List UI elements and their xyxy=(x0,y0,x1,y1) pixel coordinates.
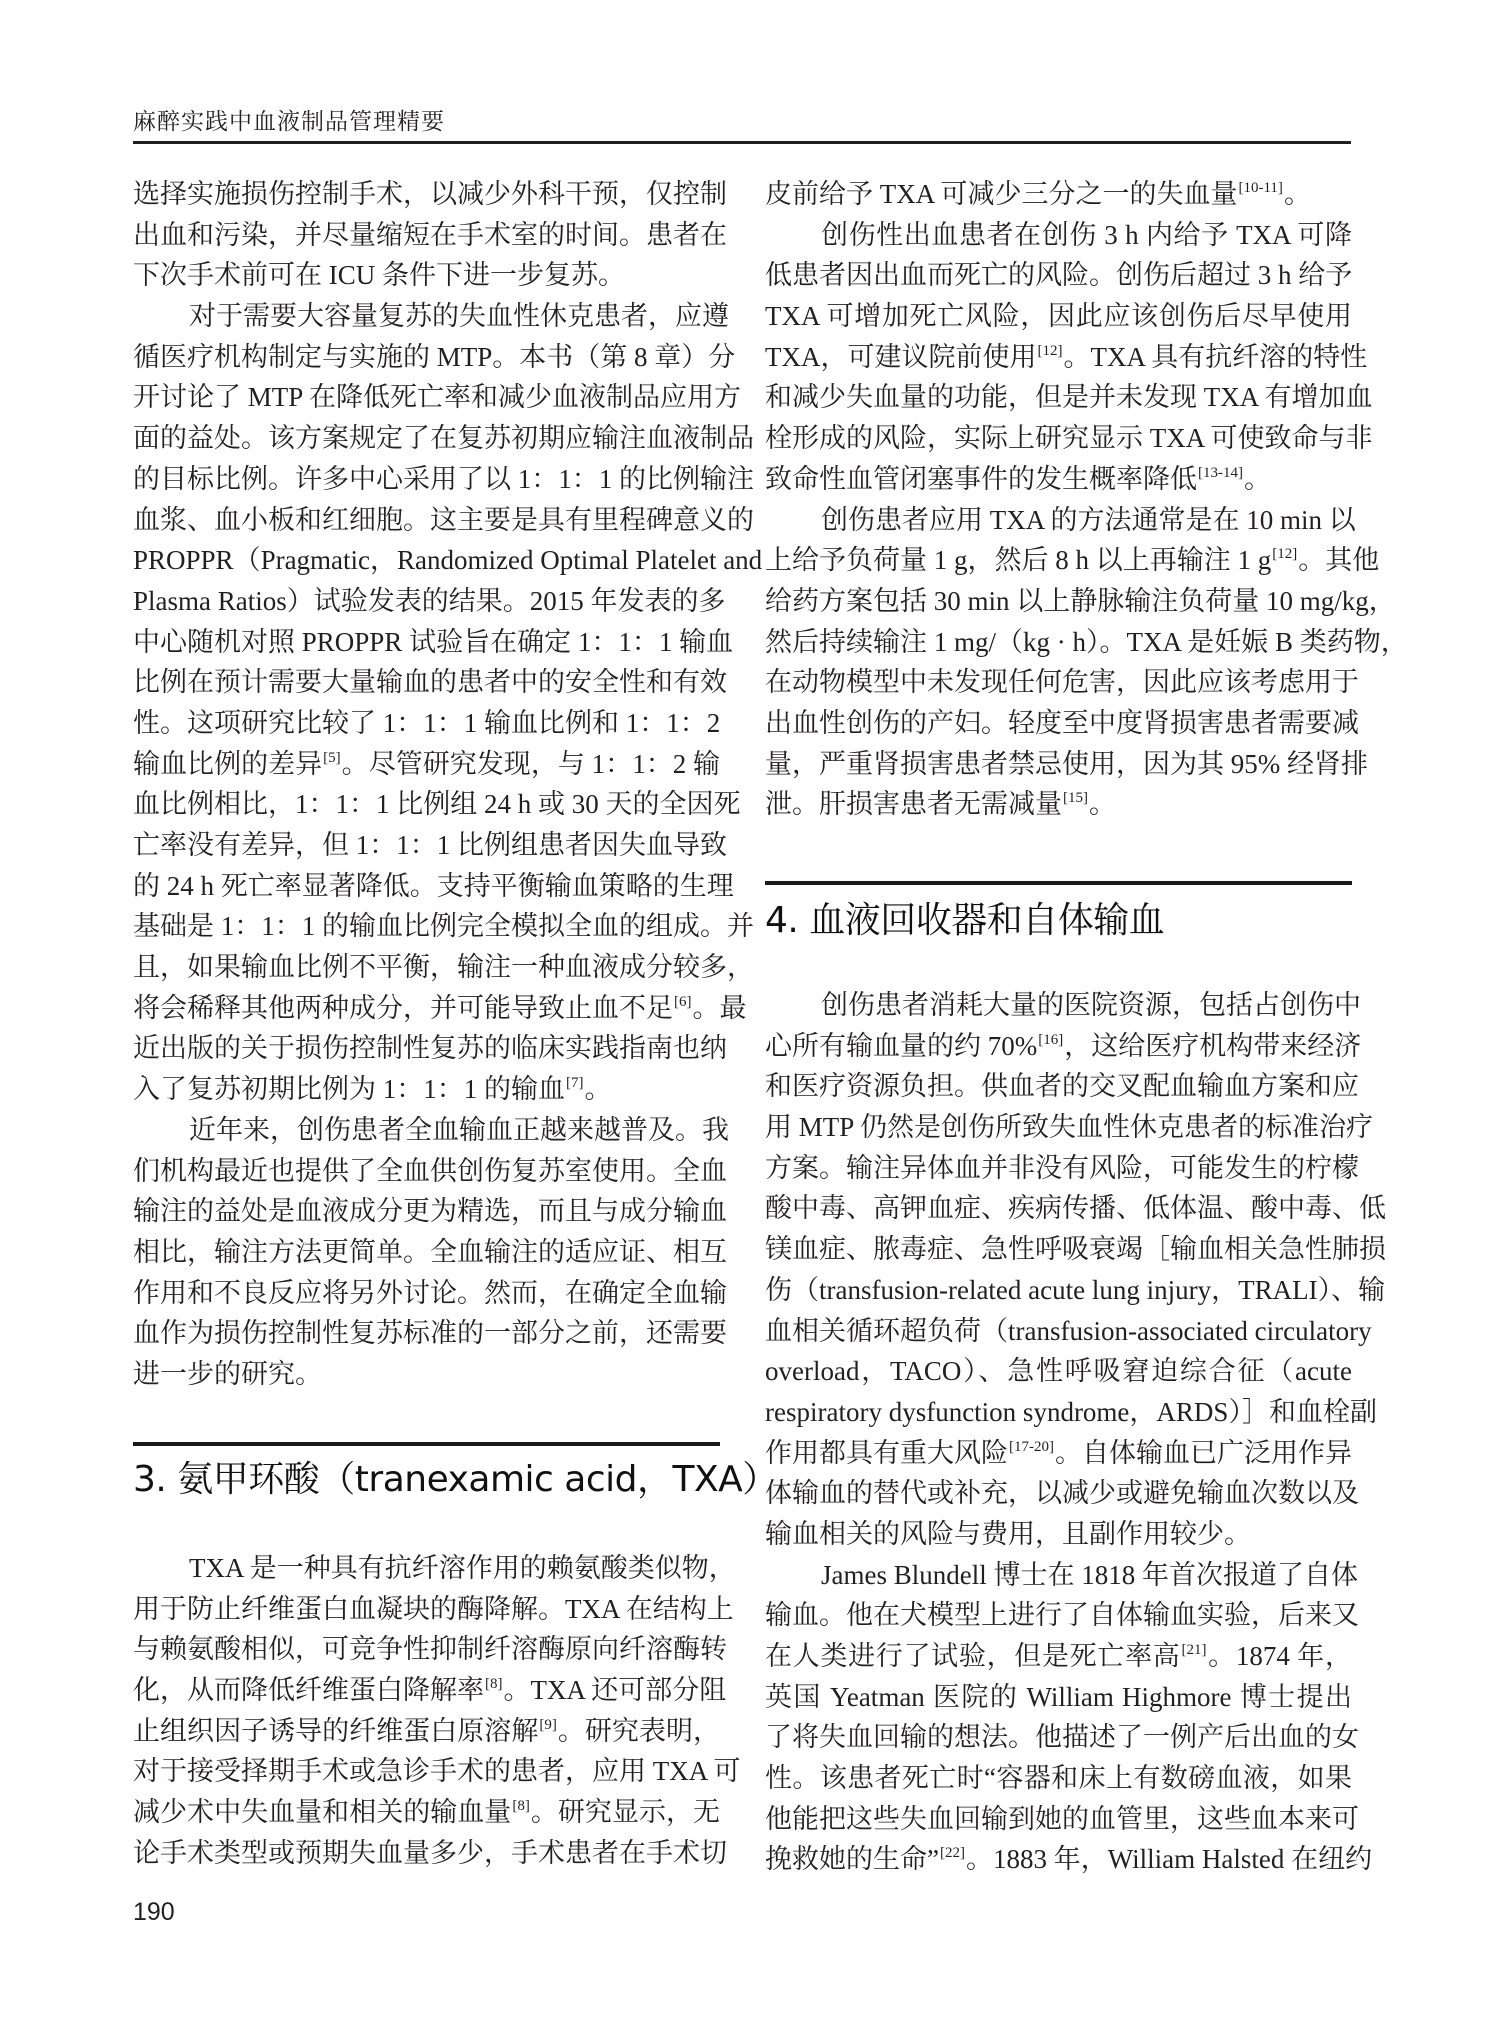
text-line xyxy=(133,1589,734,1630)
text-run: 近年来，创伤患者全血输血正越来越普及。我 xyxy=(189,1114,729,1145)
text-line xyxy=(765,1555,1358,1596)
text-line xyxy=(765,581,1396,622)
text-run: 性。该患者死亡时“容器和床上有数磅血液，如果 xyxy=(765,1763,1352,1794)
text-line xyxy=(765,1799,1359,1840)
text-run: 们机构最近也提供了全血供创伤复苏室使用。全血 xyxy=(133,1155,727,1186)
text-run: 输血比例的差异 xyxy=(133,748,323,779)
text-line xyxy=(133,418,754,459)
text-run: 血比例相比，1：1：1 比例组 24 h 或 30 天的全因死 xyxy=(133,789,741,820)
text-line xyxy=(133,540,763,581)
text-line xyxy=(765,1026,1362,1067)
body-text-block xyxy=(765,985,1386,1880)
section-divider xyxy=(765,881,1352,885)
text-run: 止组织因子诱导的纤维蛋白原溶解 xyxy=(133,1715,539,1746)
text-line xyxy=(133,1110,729,1151)
text-run: 入了复苏初期比例为 1：1：1 的输血 xyxy=(133,1074,565,1105)
text-run: TXA 是一种具有抗纤溶作用的赖氨酸类似物， xyxy=(189,1553,736,1583)
text-line xyxy=(765,1636,1352,1677)
citation-ref: [7] xyxy=(566,1075,584,1092)
text-run: 镁血症、脓毒症、急性呼吸衰竭［输血相关急性肺损 xyxy=(765,1234,1386,1265)
text-line xyxy=(765,1311,1372,1352)
running-head-title: 麻醉实践中血液制品管理精要 xyxy=(133,109,445,135)
text-line xyxy=(133,1548,736,1589)
text-line xyxy=(133,1792,720,1833)
citation-ref: [13-14] xyxy=(1198,464,1243,481)
body-text-block xyxy=(133,174,763,1395)
text-run: 近出版的关于损伤控制性复苏的临床实践指南也纳 xyxy=(133,1033,727,1064)
text-line xyxy=(133,459,754,500)
text-run: 创伤性出血患者在创伤 3 h 内给予 TXA 可降 xyxy=(821,219,1352,250)
text-run: 开讨论了 MTP 在降低死亡率和减少血液制品应用方 xyxy=(133,382,742,413)
text-run: 低患者因出血而死亡的风险。创伤后超过 3 h 给予 xyxy=(765,260,1353,291)
citation-ref: [15] xyxy=(1063,790,1088,807)
text-run: 循医疗机构制定与实施的 MTP。本书（第 8 章）分 xyxy=(133,341,736,372)
text-run: 对于需要大容量复苏的失血性休克患者，应遵 xyxy=(189,301,729,332)
text-line xyxy=(765,1188,1386,1229)
page-number: 190 xyxy=(133,1898,175,1926)
text-line xyxy=(765,215,1352,256)
citation-ref: [10-11] xyxy=(1238,180,1283,196)
text-line xyxy=(133,1151,727,1192)
text-run: 相比，输注方法更简单。全血输注的适应证、相互 xyxy=(133,1236,727,1267)
text-run: 作用都具有重大风险 xyxy=(765,1437,1008,1468)
text-run: 给药方案包括 30 min 以上静脉输注负荷量 10 mg/kg， xyxy=(765,585,1396,616)
text-run: 输注的益处是血液成分更为精选，而且与成分输血 xyxy=(133,1196,727,1227)
text-run: 。 xyxy=(1283,179,1311,209)
text-line xyxy=(765,1351,1352,1392)
text-run: 的 24 h 死亡率显著降低。支持平衡输血策略的生理 xyxy=(133,870,734,901)
text-line xyxy=(765,703,1359,744)
citation-ref: [9] xyxy=(539,1716,557,1733)
text-line xyxy=(133,581,726,622)
text-run: 性。这项研究比较了 1：1：1 输血比例和 1：1：2 xyxy=(133,707,721,738)
text-run: 泄。肝损害患者无需减量 xyxy=(765,789,1062,820)
text-run: 。自体输血已广泛用作异 xyxy=(1055,1437,1352,1468)
text-run: 和医疗资源负担。供血者的交叉配血输血方案和应 xyxy=(765,1071,1359,1102)
body-text-block xyxy=(765,174,1408,825)
text-line xyxy=(765,1392,1377,1433)
text-run: respiratory dysfunction syndrome，ARDS）］和血栓副 xyxy=(765,1396,1377,1427)
text-line xyxy=(133,1313,727,1354)
text-line xyxy=(133,825,727,866)
text-line xyxy=(765,377,1373,418)
text-line xyxy=(133,500,754,541)
text-run: 血浆、血小板和红细胞。这主要是具有里程碑意义的 xyxy=(133,504,754,535)
text-line xyxy=(765,418,1373,459)
text-line xyxy=(765,1066,1359,1107)
text-line xyxy=(765,337,1368,378)
text-run: 作用和不良反应将另外讨论。然而，在确定全血输 xyxy=(133,1277,727,1308)
text-run: 伤（transfusion-related acute lung injury，TRALI）、输 xyxy=(765,1274,1386,1305)
text-line xyxy=(133,377,742,418)
text-run: 。 xyxy=(1089,789,1116,820)
text-line xyxy=(765,1595,1359,1636)
text-run: James Blundell 博士在 1818 年首次报道了自体 xyxy=(821,1559,1358,1590)
text-line xyxy=(765,985,1361,1026)
text-run: 且，如果输血比例不平衡，输注一种血液成分较多， xyxy=(133,952,754,983)
text-run: 酸中毒、高钾血症、疾病传播、低体温、酸中毒、低 xyxy=(765,1193,1386,1224)
text-run: 他能把这些失血回输到她的血管里，这些血本来可 xyxy=(765,1803,1359,1834)
text-line xyxy=(133,622,734,663)
text-line xyxy=(133,988,747,1029)
text-run: 。研究显示，无 xyxy=(530,1797,721,1828)
body-text-block xyxy=(133,1548,741,1874)
citation-ref: [5] xyxy=(323,749,341,766)
citation-ref: [12] xyxy=(1037,342,1063,359)
text-run: 。 xyxy=(1244,463,1271,494)
text-line xyxy=(765,1433,1352,1474)
citation-ref: [12] xyxy=(1272,546,1298,563)
text-line xyxy=(765,784,1352,825)
text-run: 方案。输注异体血并非没有风险，可能发生的柠檬 xyxy=(765,1152,1359,1183)
citation-ref: [6] xyxy=(674,993,692,1010)
text-run: 。尽管研究发现，与 1：1：2 输 xyxy=(341,748,721,779)
text-line xyxy=(765,1107,1374,1148)
text-run: 选择实施损伤控制手术，以减少外科干预，仅控制 xyxy=(133,179,727,209)
text-run: 亡率没有差异，但 1：1：1 比例组患者因失血导致 xyxy=(133,830,727,860)
text-line xyxy=(133,744,720,785)
text-run: TXA，可建议院前使用 xyxy=(765,341,1037,372)
text-run: 栓形成的风险，实际上研究显示 TXA 可使致命与非 xyxy=(765,423,1373,454)
section-heading-3: 3. 氨甲环酸（tranexamic acid，TXA） xyxy=(133,1459,778,1500)
text-line xyxy=(133,1232,727,1273)
text-line xyxy=(765,255,1352,296)
text-run: 在动物模型中未发现任何危害，因此应该考虑用于 xyxy=(765,667,1359,698)
text-run: 。1883 年，William Halsted 在纽约 xyxy=(965,1844,1373,1875)
text-run: 化，从而降低纤维蛋白降解率 xyxy=(133,1675,484,1706)
text-run: 中心随机对照 PROPPR 试验旨在确定 1：1：1 输血 xyxy=(133,626,734,657)
text-run: 下次手术前可在 ICU 条件下进一步复苏。 xyxy=(133,260,625,291)
text-run: 。TXA 还可部分阻 xyxy=(503,1675,727,1706)
text-run: PROPPR（Pragmatic，Randomized Optimal Platelet and xyxy=(133,545,763,576)
text-run: 创伤患者消耗大量的医院资源，包括占创伤中 xyxy=(821,990,1361,1020)
text-run: 量，严重肾损害患者禁忌使用，因为其 95% 经肾排 xyxy=(765,748,1368,779)
text-run: overload，TACO）、急性呼吸窘迫综合征（acute xyxy=(765,1356,1352,1387)
text-run: 输血相关的风险与费用，且副作用较少。 xyxy=(765,1518,1251,1549)
text-line xyxy=(133,662,727,703)
text-run: 。最 xyxy=(692,992,747,1023)
section-heading-4: 4. 血液回收器和自体输血 xyxy=(765,900,1165,941)
text-line xyxy=(133,1629,727,1670)
text-run: 挽救她的生命” xyxy=(765,1844,939,1875)
text-line xyxy=(133,703,720,744)
text-run: 。 xyxy=(584,1074,612,1105)
text-run: 面的益处。该方案规定了在复苏初期应输注血液制品 xyxy=(133,423,754,454)
text-run: 进一步的研究。 xyxy=(133,1358,322,1389)
text-run: Plasma Ratios）试验发表的结果。2015 年发表的多 xyxy=(133,585,726,616)
text-line xyxy=(765,1270,1386,1311)
text-line xyxy=(133,1069,720,1110)
text-line xyxy=(133,1028,727,1069)
text-run: 血作为损伤控制性复苏标准的一部分之前，还需要 xyxy=(133,1318,727,1349)
text-line xyxy=(133,1354,720,1395)
text-line xyxy=(133,906,754,947)
text-line xyxy=(765,500,1356,541)
text-line xyxy=(133,296,729,337)
text-line xyxy=(133,1711,720,1752)
text-line xyxy=(765,1229,1386,1270)
text-line xyxy=(765,459,1352,500)
text-run: 用于防止纤维蛋白血凝块的酶降解。TXA 在结构上 xyxy=(133,1593,734,1624)
text-line xyxy=(133,947,754,988)
text-line xyxy=(133,1670,727,1711)
text-line xyxy=(133,255,720,296)
text-run: 论手术类型或预期失血量多少，手术患者在手术切 xyxy=(133,1837,727,1868)
text-run: 对于接受择期手术或急诊手术的患者，应用 TXA 可 xyxy=(133,1756,741,1787)
text-run: 致命性血管闭塞事件的发生概率降低 xyxy=(765,463,1197,494)
text-run: 出血和污染，并尽量缩短在手术室的时间。患者在 xyxy=(133,219,727,250)
text-run: 基础是 1：1：1 的输血比例完全模拟全血的组成。并 xyxy=(133,911,754,942)
text-run: 英国 Yeatman 医院的 William Highmore 博士提出 xyxy=(765,1681,1352,1712)
text-run: 的目标比例。许多中心采用了以 1：1：1 的比例输注 xyxy=(133,463,754,494)
citation-ref: [21] xyxy=(1181,1642,1207,1658)
text-line xyxy=(765,622,1408,663)
text-run: 。TXA 具有抗纤溶的特性 xyxy=(1063,341,1368,372)
text-line xyxy=(133,866,734,907)
text-run: 皮前给予 TXA 可减少三分之一的失血量 xyxy=(765,179,1238,209)
text-line xyxy=(765,1677,1352,1718)
text-run: 用 MTP 仍然是创伤所致失血性休克患者的标准治疗 xyxy=(765,1112,1374,1143)
citation-ref: [8] xyxy=(485,1676,503,1693)
text-run: 比例在预计需要大量输血的患者中的安全性和有效 xyxy=(133,667,727,698)
text-run: 创伤患者应用 TXA 的方法通常是在 10 min 以 xyxy=(821,504,1356,535)
text-run: 血相关循环超负荷（transfusion-associated circulatory xyxy=(765,1315,1372,1346)
text-line xyxy=(765,1148,1359,1189)
text-run: 了将失血回输的想法。他描述了一例产后出血的女 xyxy=(765,1722,1359,1753)
citation-ref: [8] xyxy=(512,1798,530,1815)
text-line xyxy=(765,744,1368,785)
text-line xyxy=(765,1717,1359,1758)
text-line xyxy=(765,540,1380,581)
text-run: 。其他 xyxy=(1298,545,1380,576)
text-line xyxy=(133,215,727,256)
text-run: ，这给医疗机构带来经济 xyxy=(1064,1030,1362,1061)
text-line xyxy=(765,174,1352,215)
text-run: 将会稀释其他两种成分，并可能导致止血不足 xyxy=(133,992,673,1023)
text-line xyxy=(765,1758,1352,1799)
text-run: 减少术中失血量和相关的输血量 xyxy=(133,1797,512,1828)
text-line xyxy=(765,296,1352,337)
text-line xyxy=(133,174,727,215)
text-line xyxy=(133,1191,727,1232)
citation-ref: [16] xyxy=(1038,1031,1064,1048)
text-line xyxy=(765,1839,1373,1880)
text-line xyxy=(133,1273,727,1314)
text-run: 输血。他在犬模型上进行了自体输血实验，后来又 xyxy=(765,1600,1359,1631)
text-run: 和减少失血量的功能，但是并未发现 TXA 有增加血 xyxy=(765,382,1373,413)
text-line xyxy=(133,337,736,378)
text-line xyxy=(133,1833,727,1874)
text-run: 体输血的替代或补充，以减少或避免输血次数以及 xyxy=(765,1478,1359,1509)
text-run: 上给予负荷量 1 g，然后 8 h 以上再输注 1 g xyxy=(765,545,1272,576)
text-run: 。研究表明， xyxy=(557,1715,721,1746)
text-line xyxy=(133,1751,741,1792)
text-line xyxy=(765,662,1359,703)
text-run: 然后持续输注 1 mg/（kg · h）。TXA 是妊娠 B 类药物， xyxy=(765,626,1408,657)
text-line xyxy=(133,784,741,825)
section-divider xyxy=(133,1442,720,1446)
header-divider xyxy=(133,141,1351,144)
text-run: TXA 可增加死亡风险，因此应该创伤后尽早使用 xyxy=(765,301,1352,332)
text-run: 。1874 年， xyxy=(1207,1641,1353,1671)
text-run: 在人类进行了试验，但是死亡率高 xyxy=(765,1641,1181,1671)
text-line xyxy=(765,1473,1359,1514)
citation-ref: [17-20] xyxy=(1009,1438,1054,1455)
text-run: 与赖氨酸相似，可竞争性抑制纤溶酶原向纤溶酶转 xyxy=(133,1634,727,1665)
text-line xyxy=(765,1514,1352,1555)
text-run: 心所有输血量的约 70% xyxy=(765,1030,1038,1061)
citation-ref: [22] xyxy=(939,1845,965,1862)
text-run: 出血性创伤的产妇。轻度至中度肾损害患者需要减 xyxy=(765,707,1359,738)
